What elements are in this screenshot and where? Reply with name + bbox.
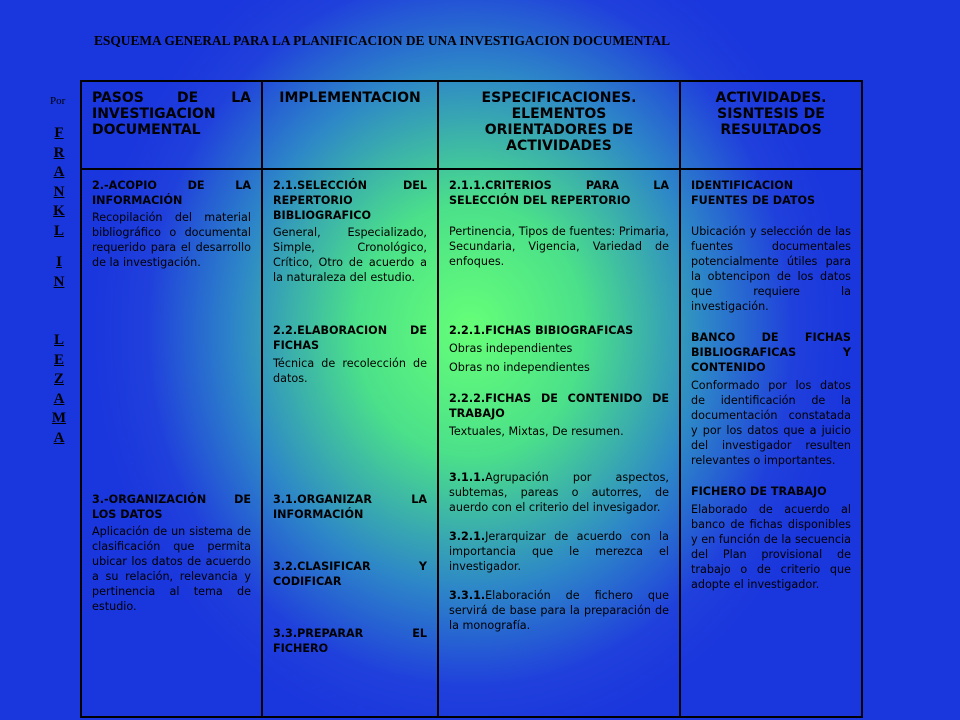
spec-2-2-1-title: 2.2.1.FICHAS BIBIOGRAFICAS <box>449 324 634 337</box>
pasos-cell <box>81 169 262 717</box>
table-body-row <box>81 169 862 717</box>
impl-2-1-title: 2.1.SELECCIÓN DEL REPERTORIO BIBLIOGRAFICO <box>273 179 427 222</box>
implementacion-cell <box>262 169 438 717</box>
activity-1-text: Ubicación y selección de las fuentes documentales potencialmente útiles para la obtencipon de los datos que requiere la investigación. <box>691 225 851 313</box>
author-letter: L <box>53 222 64 239</box>
author-vertical-name <box>46 124 72 448</box>
spec-3-3-1-num: 3.3.1. <box>449 589 486 602</box>
author-letter: I <box>56 254 62 270</box>
step-3-text: Aplicación de un sistema de clasificación que permita ubicar los datos de acuerdo a su relación, relevancia y pertinencia al tema de estudio. <box>92 525 251 613</box>
author-letter: M <box>51 410 67 426</box>
spec-3-1-1-num: 3.1.1. <box>449 471 486 484</box>
author-letter: Z <box>53 371 64 387</box>
activity-1-title: IDENTIFICACION FUENTES DE DATOS <box>691 179 816 207</box>
header-actividades <box>680 81 862 169</box>
step-2-title: 2.-ACOPIO DE LA INFORMACIÓN <box>92 179 251 207</box>
activity-3-title: FICHERO DE TRABAJO <box>691 485 827 498</box>
impl-2-1-text: General, Especializado, Simple, Cronológico, Crítico, Otro de acuerdo a la naturaleza del estudio. <box>273 226 427 284</box>
header-especificaciones-line1: ESPECIFICACIONES. <box>481 90 637 106</box>
header-actividades-line1: ACTIVIDADES. <box>715 90 827 106</box>
spec-3-3-1 <box>449 588 669 633</box>
spec-2-2-1-line2: Obras no independientes <box>449 361 590 374</box>
activity-3-text: Elaborado de acuerdo al banco de fichas disponibles y en función de la secuencia del Plan provisional de trabajo o de criterio que adopte el investigador. <box>691 503 851 591</box>
spec-3-1-1-text: Agrupación por aspectos, subtemas, pareas o autorres, de auerdo con el criterio del invesigador. <box>449 471 669 514</box>
spec-2-1-1-title: 2.1.1.CRITERIOS PARA LA SELECCIÓN DEL REPERTORIO <box>449 179 669 207</box>
spec-3-1-1 <box>449 470 669 515</box>
activity-2-text: Conformado por los datos de identificación de la documentación constatada y por los datos que a juicio del investigador resulten relevantes o importantes. <box>691 379 851 467</box>
spec-3-2-1-num: 3.2.1. <box>449 530 486 543</box>
impl-2-2-text: Técnica de recolección de datos. <box>273 357 427 385</box>
spec-3-2-1-text: Jerarquizar de acuerdo con la importancia que le merezca el investigador. <box>449 530 669 573</box>
impl-2-2-title: 2.2.ELABORACION DE FICHAS <box>273 324 427 352</box>
header-pasos: PASOS DE LA INVESTIGACION DOCUMENTAL <box>81 81 262 169</box>
actividades-cell <box>680 169 862 717</box>
spec-2-2-1-line1: Obras independientes <box>449 342 573 355</box>
author-prefix: Por <box>50 95 66 107</box>
author-letter: N <box>53 183 65 200</box>
impl-3-1-title: 3.1.ORGANIZAR LA INFORMACIÓN <box>273 493 427 521</box>
author-letter: A <box>53 429 65 446</box>
author-letter: E <box>53 351 64 368</box>
spec-2-1-1-text: Pertinencia, Tipos de fuentes: Primaria, Secundaria, Vigencia, Variedad de enfoques. <box>449 225 669 268</box>
impl-3-2-title: 3.2.CLASIFICAR Y CODIFICAR <box>273 560 427 588</box>
spec-2-2-2-text: Textuales, Mixtas, De resumen. <box>449 425 624 438</box>
author-letter: A <box>53 164 65 180</box>
author-letter: F <box>54 125 64 141</box>
spec-3-3-1-text: Elaboración de fichero que servirá de base para la preparación de la monografía. <box>449 589 669 632</box>
author-letter: L <box>53 332 64 348</box>
spec-2-2-2-title: 2.2.2.FICHAS DE CONTENIDO DE TRABAJO <box>449 392 669 420</box>
step-2-text: Recopilación del material bibliográfico o documental requerido para el desarrollo de la investigación. <box>92 211 251 269</box>
header-implementacion: IMPLEMENTACION <box>262 81 438 169</box>
author-letter: N <box>53 273 65 290</box>
activity-2-title: BANCO DE FICHAS BIBLIOGRAFICAS Y CONTENIDO <box>691 331 851 374</box>
impl-3-3-title: 3.3.PREPARAR EL FICHERO <box>273 627 427 655</box>
spec-3-2-1 <box>449 529 669 574</box>
header-especificaciones-line2: ELEMENTOS ORIENTADORES DE ACTIVIDADES <box>484 106 634 154</box>
header-actividades-line2: SISNTESIS DE RESULTADOS <box>717 106 825 138</box>
step-3-title: 3.-ORGANIZACIÓN DE LOS DATOS <box>92 493 251 521</box>
especificaciones-cell <box>438 169 680 717</box>
author-letter: R <box>53 144 65 161</box>
author-letter: A <box>53 390 65 407</box>
planning-table <box>80 80 863 718</box>
table-header-row <box>81 81 862 169</box>
author-letter: K <box>53 203 65 219</box>
header-especificaciones <box>438 81 680 169</box>
page-title: ESQUEMA GENERAL PARA LA PLANIFICACION DE UNA INVESTIGACION DOCUMENTAL <box>94 33 671 48</box>
